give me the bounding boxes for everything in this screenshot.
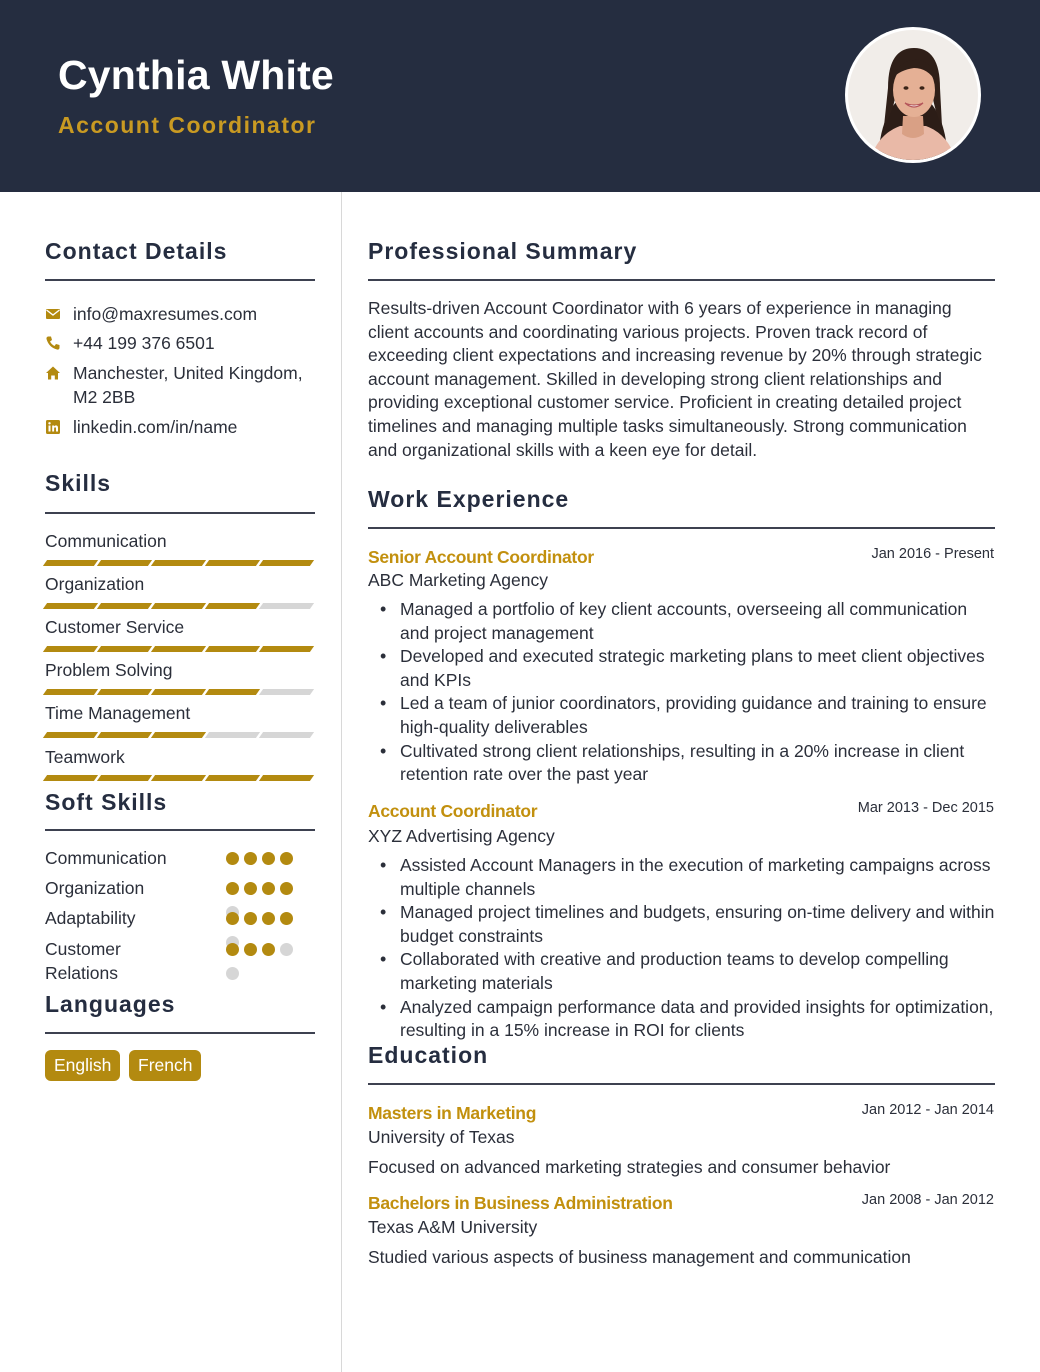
languages-section-title: Languages: [45, 991, 176, 1017]
skill-bar-segment-filled: [205, 646, 260, 652]
rating-dot-filled: [226, 852, 239, 865]
soft-skills-rule: [45, 829, 315, 831]
skill-bar-segment-filled: [43, 689, 98, 695]
skill-level-bar: [45, 560, 315, 566]
skill-bar-segment-filled: [205, 775, 260, 781]
experience-section-title: Work Experience: [368, 486, 570, 512]
profile-photo: [845, 27, 981, 163]
school-name: University of Texas: [368, 1127, 515, 1147]
rating-dot-empty: [226, 967, 239, 980]
rating-dot-filled: [262, 852, 275, 865]
skill-bar-segment-filled: [151, 646, 206, 652]
contact-linkedin-text: linkedin.com/in/name: [73, 417, 238, 437]
skill-bar-segment-filled: [205, 689, 260, 695]
soft-skill-name: Organization: [45, 878, 145, 898]
job-bullet: • Managed project timelines and budgets, ensuring on-time delivery and within budget constraints: [368, 901, 998, 948]
soft-skill-name: Adaptability: [45, 908, 136, 928]
languages-rule: [45, 1032, 315, 1034]
skill-bar-segment-filled: [151, 603, 206, 609]
resume-header: [0, 0, 1040, 192]
rating-dot-filled: [280, 852, 293, 865]
skill-bar-segment-empty: [259, 603, 314, 609]
rating-dot-filled: [244, 882, 257, 895]
contact-phone-text: +44 199 376 6501: [73, 333, 215, 353]
skill-level-bar: [45, 603, 315, 609]
skills-section-title: Skills: [45, 470, 112, 496]
skill-level-bar: [45, 689, 315, 695]
skill-bar-segment-filled: [43, 560, 98, 566]
skill-bar-segment-filled: [151, 732, 206, 738]
language-badge: English: [45, 1050, 120, 1081]
candidate-role: Account Coordinator: [58, 112, 317, 138]
skill-bar-segment-filled: [43, 646, 98, 652]
skill-bar-segment-empty: [259, 732, 314, 738]
soft-skills-section-title: Soft Skills: [45, 789, 168, 815]
rating-dot-filled: [226, 943, 239, 956]
skill-bar-segment-filled: [151, 775, 206, 781]
skills-rule: [45, 512, 315, 514]
contact-email[interactable]: [45, 302, 315, 326]
education-description: Focused on advanced marketing strategies and consumer behavior: [368, 1157, 891, 1177]
linkedin-icon: [45, 415, 73, 439]
education-rule: [368, 1083, 995, 1085]
degree-title: Bachelors in Business Administration: [368, 1193, 673, 1213]
job-bullet-list: [368, 854, 998, 1043]
education-date: Jan 2008 - Jan 2012: [861, 1192, 994, 1208]
contact-linkedin[interactable]: [45, 415, 315, 439]
rating-dot-filled: [262, 912, 275, 925]
degree-title: Masters in Marketing: [368, 1103, 537, 1123]
skill-bar-segment-filled: [43, 603, 98, 609]
education-description: Studied various aspects of business management and communication: [368, 1247, 911, 1267]
skill-bar-segment-filled: [205, 603, 260, 609]
rating-dot-filled: [244, 943, 257, 956]
education-date: Jan 2012 - Jan 2014: [861, 1102, 994, 1118]
school-name: Texas A&M University: [368, 1217, 538, 1237]
skill-bar-segment-filled: [259, 775, 314, 781]
experience-rule: [368, 527, 995, 529]
skill-bar-segment-filled: [97, 732, 152, 738]
contact-phone[interactable]: [45, 331, 315, 355]
profile-photo-image: [848, 30, 978, 160]
skill-bar-segment-filled: [43, 775, 98, 781]
contact-email-text: info@maxresumes.com: [73, 304, 258, 324]
contact-address-text: Manchester, United Kingdom, M2 2BB: [73, 363, 303, 407]
skill-name: Problem Solving: [45, 660, 173, 680]
skill-bar-segment-filled: [97, 646, 152, 652]
skill-name: Customer Service: [45, 617, 185, 637]
contact-rule: [45, 279, 315, 281]
skill-name: Organization: [45, 574, 145, 594]
rating-dot-filled: [244, 852, 257, 865]
column-divider: [341, 192, 342, 1372]
skill-bar-segment-filled: [97, 689, 152, 695]
job-bullet: • Developed and executed strategic marketing plans to meet client objectives and KPIs: [368, 645, 998, 692]
skill-level-bar: [45, 646, 315, 652]
summary-section-title: Professional Summary: [368, 238, 638, 264]
skill-bar-segment-empty: [205, 732, 260, 738]
job-title: Senior Account Coordinator: [368, 547, 594, 567]
skill-name: Time Management: [45, 703, 191, 723]
skill-bar-segment-filled: [259, 646, 314, 652]
education-section-title: Education: [368, 1042, 489, 1068]
home-icon: [45, 361, 73, 409]
rating-dot-filled: [280, 912, 293, 925]
rating-dot-filled: [226, 882, 239, 895]
job-bullet: • Led a team of junior coordinators, providing guidance and training to ensure high-quality deliverables: [368, 692, 998, 739]
summary-text: Results-driven Account Coordinator with 6 years of experience in managing client accounts and coordinating various projects. Proven track record of exceeding client expectations and increasing revenue by 20% through strategic account management. Skilled in developing strong client relationships and providing exceptional customer service. Proficient in creating detailed project timelines and managing multiple tasks simultaneously. Strong communication and organizational skills with a keen eye for detail.: [368, 298, 982, 460]
skill-level-bar: [45, 775, 315, 781]
skill-bar-segment-filled: [151, 560, 206, 566]
skill-name: Communication: [45, 531, 167, 551]
contact-address: [45, 361, 315, 409]
job-date: Mar 2013 - Dec 2015: [857, 800, 994, 816]
job-title: Account Coordinator: [368, 801, 538, 821]
rating-dot-filled: [262, 943, 275, 956]
skill-bar-segment-empty: [259, 689, 314, 695]
job-bullet: • Cultivated strong client relationships, resulting in a 20% increase in client retention rate over the past year: [368, 740, 998, 787]
skill-bar-segment-filled: [97, 560, 152, 566]
skill-bar-segment-filled: [259, 560, 314, 566]
rating-dot-filled: [244, 912, 257, 925]
skill-level-bar: [45, 732, 315, 738]
candidate-name: Cynthia White: [58, 52, 334, 98]
skill-bar-segment-filled: [151, 689, 206, 695]
phone-icon: [45, 331, 73, 355]
skill-name: Teamwork: [45, 747, 125, 767]
job-company: XYZ Advertising Agency: [368, 826, 555, 846]
skill-bar-segment-filled: [43, 732, 98, 738]
envelope-icon: [45, 302, 73, 326]
skill-bar-segment-filled: [97, 775, 152, 781]
rating-dot-filled: [280, 882, 293, 895]
language-badge: French: [129, 1050, 201, 1081]
job-date: Jan 2016 - Present: [871, 546, 994, 562]
soft-skill-name: Customer Relations: [45, 939, 121, 983]
soft-skill-name: Communication: [45, 848, 167, 868]
summary-rule: [368, 279, 995, 281]
contact-section-title: Contact Details: [45, 238, 228, 264]
job-bullet-list: [368, 598, 998, 787]
job-bullet: • Analyzed campaign performance data and provided insights for optimization, resulting in a 15% increase in ROI for clients: [368, 996, 998, 1043]
rating-dot-empty: [280, 943, 293, 956]
skill-bar-segment-filled: [97, 603, 152, 609]
job-company: ABC Marketing Agency: [368, 570, 548, 590]
job-bullet: • Collaborated with creative and production teams to develop compelling marketing materials: [368, 948, 998, 995]
job-bullet: • Managed a portfolio of key client accounts, overseeing all communication and project management: [368, 598, 998, 645]
skill-bar-segment-filled: [205, 560, 260, 566]
rating-dot-filled: [226, 912, 239, 925]
job-bullet: • Assisted Account Managers in the execution of marketing campaigns across multiple channels: [368, 854, 998, 901]
rating-dot-filled: [262, 882, 275, 895]
